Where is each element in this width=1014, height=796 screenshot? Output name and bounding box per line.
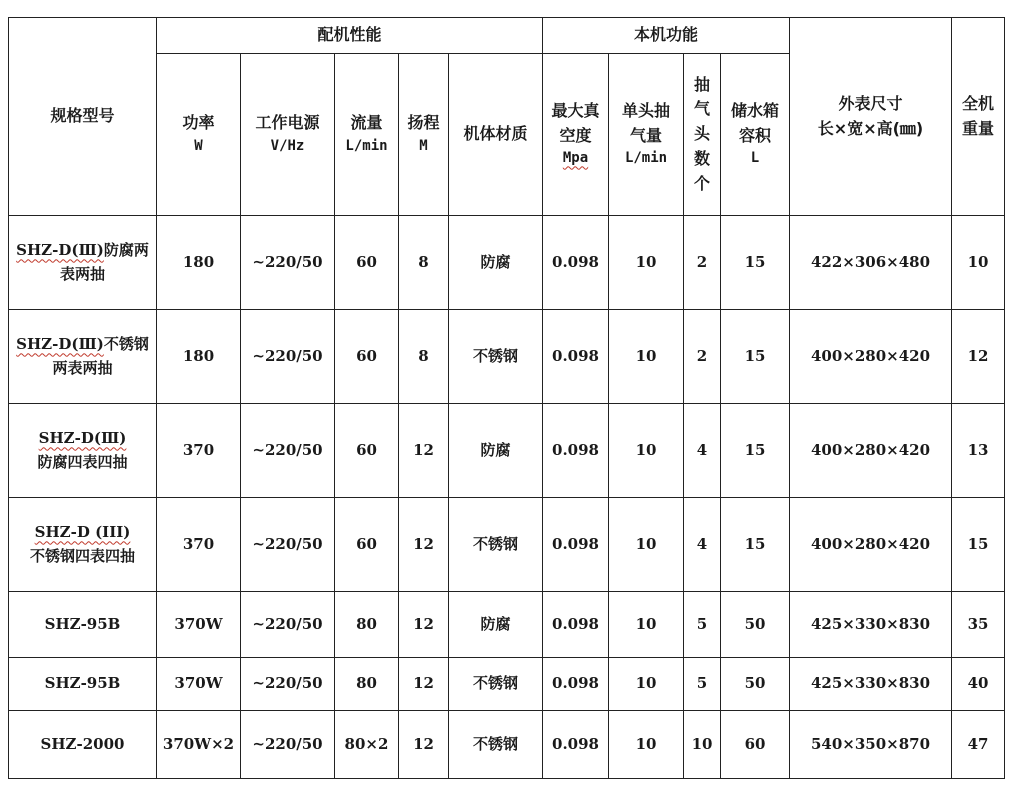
header-vacuum-unit: Mpa xyxy=(562,150,589,167)
cell-model xyxy=(9,404,157,498)
header-taps-1: 抽 xyxy=(694,74,711,94)
cell-tank: 50 xyxy=(721,592,790,658)
header-supply xyxy=(241,54,335,216)
cell-supply: ~220/50 xyxy=(241,592,335,658)
header-tank xyxy=(721,54,790,216)
cell-dims: 540×350×870 xyxy=(790,711,952,779)
cell-head: 12 xyxy=(399,658,449,711)
cell-tank: 15 xyxy=(721,404,790,498)
cell-dims: 400×280×420 xyxy=(790,310,952,404)
header-flow xyxy=(335,54,399,216)
header-model: 规格型号 xyxy=(9,18,157,216)
header-weight-line2: 重量 xyxy=(962,118,995,138)
model-desc-line2: 表两抽 xyxy=(59,264,105,283)
header-power-unit: W xyxy=(194,138,203,155)
cell-model: SHZ-2000 xyxy=(9,711,157,779)
header-tank-line1: 储水箱 xyxy=(731,100,780,120)
cell-dims: 400×280×420 xyxy=(790,498,952,592)
cell-head: 8 xyxy=(399,310,449,404)
cell-single-flow: 10 xyxy=(609,498,684,592)
cell-dims: 400×280×420 xyxy=(790,404,952,498)
header-group-config: 配机性能 xyxy=(157,18,543,54)
header-supply-label: 工作电源 xyxy=(255,113,320,133)
cell-supply: ~220/50 xyxy=(241,404,335,498)
cell-weight: 47 xyxy=(952,711,1005,779)
header-material: 机体材质 xyxy=(449,54,543,216)
header-vacuum-line1: 最大真 xyxy=(551,100,600,120)
cell-model: SHZ-95B xyxy=(9,592,157,658)
cell-model xyxy=(9,310,157,404)
cell-material: 防腐 xyxy=(449,404,543,498)
model-code: SHZ-D(Ⅲ) xyxy=(16,241,104,260)
cell-material: 不锈钢 xyxy=(449,711,543,779)
cell-supply: ~220/50 xyxy=(241,310,335,404)
cell-flow: 60 xyxy=(335,498,399,592)
cell-tank: 50 xyxy=(721,658,790,711)
header-head xyxy=(399,54,449,216)
cell-single-flow: 10 xyxy=(609,592,684,658)
header-head-label: 扬程 xyxy=(407,113,440,133)
header-dims xyxy=(790,18,952,216)
cell-vacuum: 0.098 xyxy=(543,592,609,658)
cell-power: 370W×2 xyxy=(157,711,241,779)
cell-dims: 425×330×830 xyxy=(790,658,952,711)
header-taps-3: 头 xyxy=(694,124,711,144)
header-single-flow-unit: L/min xyxy=(624,150,668,167)
spec-table xyxy=(8,17,1005,779)
cell-supply: ~220/50 xyxy=(241,498,335,592)
cell-taps: 10 xyxy=(684,711,721,779)
model-desc: 不锈钢 xyxy=(103,335,149,354)
cell-supply: ~220/50 xyxy=(241,216,335,310)
cell-material: 不锈钢 xyxy=(449,658,543,711)
header-head-unit: M xyxy=(419,138,428,155)
cell-head: 12 xyxy=(399,711,449,779)
cell-tank: 15 xyxy=(721,498,790,592)
cell-taps: 5 xyxy=(684,658,721,711)
header-flow-unit: L/min xyxy=(345,138,388,155)
cell-vacuum: 0.098 xyxy=(543,711,609,779)
header-vacuum-line2: 空度 xyxy=(559,125,592,145)
cell-model: SHZ-95B xyxy=(9,658,157,711)
cell-head: 12 xyxy=(399,592,449,658)
cell-single-flow: 10 xyxy=(609,711,684,779)
cell-flow: 60 xyxy=(335,216,399,310)
header-supply-unit: V/Hz xyxy=(270,138,305,155)
cell-vacuum: 0.098 xyxy=(543,498,609,592)
model-code: SHZ-D (III) xyxy=(34,523,131,542)
cell-model xyxy=(9,216,157,310)
table-row xyxy=(9,310,1005,404)
cell-flow: 80×2 xyxy=(335,711,399,779)
table-row xyxy=(9,498,1005,592)
cell-flow: 60 xyxy=(335,404,399,498)
header-weight xyxy=(952,18,1005,216)
cell-taps: 4 xyxy=(684,404,721,498)
header-single-flow xyxy=(609,54,684,216)
cell-power: 180 xyxy=(157,216,241,310)
cell-vacuum: 0.098 xyxy=(543,216,609,310)
table-row xyxy=(9,658,1005,711)
cell-vacuum: 0.098 xyxy=(543,310,609,404)
cell-weight: 40 xyxy=(952,658,1005,711)
cell-head: 8 xyxy=(399,216,449,310)
cell-power: 370 xyxy=(157,498,241,592)
cell-weight: 12 xyxy=(952,310,1005,404)
cell-weight: 15 xyxy=(952,498,1005,592)
cell-weight: 10 xyxy=(952,216,1005,310)
header-tank-line2: 容积 xyxy=(739,125,772,145)
header-taps-4: 数 xyxy=(694,148,711,168)
cell-taps: 2 xyxy=(684,310,721,404)
header-taps xyxy=(684,54,721,216)
header-tank-unit: L xyxy=(750,150,760,167)
model-code: SHZ-D(Ⅲ) xyxy=(16,335,104,354)
cell-flow: 80 xyxy=(335,658,399,711)
table-row xyxy=(9,711,1005,779)
header-group-function: 本机功能 xyxy=(543,18,790,54)
cell-dims: 422×306×480 xyxy=(790,216,952,310)
cell-head: 12 xyxy=(399,498,449,592)
table-row xyxy=(9,592,1005,658)
table-row xyxy=(9,216,1005,310)
cell-single-flow: 10 xyxy=(609,310,684,404)
header-taps-2: 气 xyxy=(694,99,711,119)
cell-power: 370W xyxy=(157,658,241,711)
header-vacuum xyxy=(543,54,609,216)
cell-power: 180 xyxy=(157,310,241,404)
header-flow-label: 流量 xyxy=(350,113,383,133)
cell-flow: 80 xyxy=(335,592,399,658)
cell-power: 370 xyxy=(157,404,241,498)
cell-material: 防腐 xyxy=(449,216,543,310)
cell-single-flow: 10 xyxy=(609,658,684,711)
header-weight-line1: 全机 xyxy=(962,93,995,113)
cell-dims: 425×330×830 xyxy=(790,592,952,658)
cell-single-flow: 10 xyxy=(609,404,684,498)
cell-supply: ~220/50 xyxy=(241,711,335,779)
model-desc: 防腐两 xyxy=(103,241,149,260)
model-desc-line2: 两表两抽 xyxy=(52,358,113,377)
cell-single-flow: 10 xyxy=(609,216,684,310)
header-power xyxy=(157,54,241,216)
cell-flow: 60 xyxy=(335,310,399,404)
model-code: SHZ-D(Ⅲ) xyxy=(38,429,127,448)
cell-model xyxy=(9,498,157,592)
cell-tank: 60 xyxy=(721,711,790,779)
cell-material: 防腐 xyxy=(449,592,543,658)
header-taps-5: 个 xyxy=(694,173,711,193)
cell-weight: 13 xyxy=(952,404,1005,498)
header-single-flow-line1: 单头抽 xyxy=(622,100,671,120)
cell-vacuum: 0.098 xyxy=(543,404,609,498)
header-dims-unit: 长×宽×高(㎜) xyxy=(817,118,924,138)
cell-vacuum: 0.098 xyxy=(543,658,609,711)
cell-head: 12 xyxy=(399,404,449,498)
model-desc-line2: 防腐四表四抽 xyxy=(37,452,128,471)
header-single-flow-line2: 气量 xyxy=(630,125,663,145)
cell-taps: 2 xyxy=(684,216,721,310)
cell-taps: 4 xyxy=(684,498,721,592)
table-row xyxy=(9,404,1005,498)
cell-material: 不锈钢 xyxy=(449,310,543,404)
cell-tank: 15 xyxy=(721,310,790,404)
cell-taps: 5 xyxy=(684,592,721,658)
model-desc-line2: 不锈钢四表四抽 xyxy=(29,546,135,565)
header-dims-label: 外表尺寸 xyxy=(838,93,903,113)
header-power-label: 功率 xyxy=(182,113,215,133)
cell-tank: 15 xyxy=(721,216,790,310)
cell-material: 不锈钢 xyxy=(449,498,543,592)
cell-weight: 35 xyxy=(952,592,1005,658)
cell-power: 370W xyxy=(157,592,241,658)
cell-supply: ~220/50 xyxy=(241,658,335,711)
header-row-groups xyxy=(9,18,1005,54)
